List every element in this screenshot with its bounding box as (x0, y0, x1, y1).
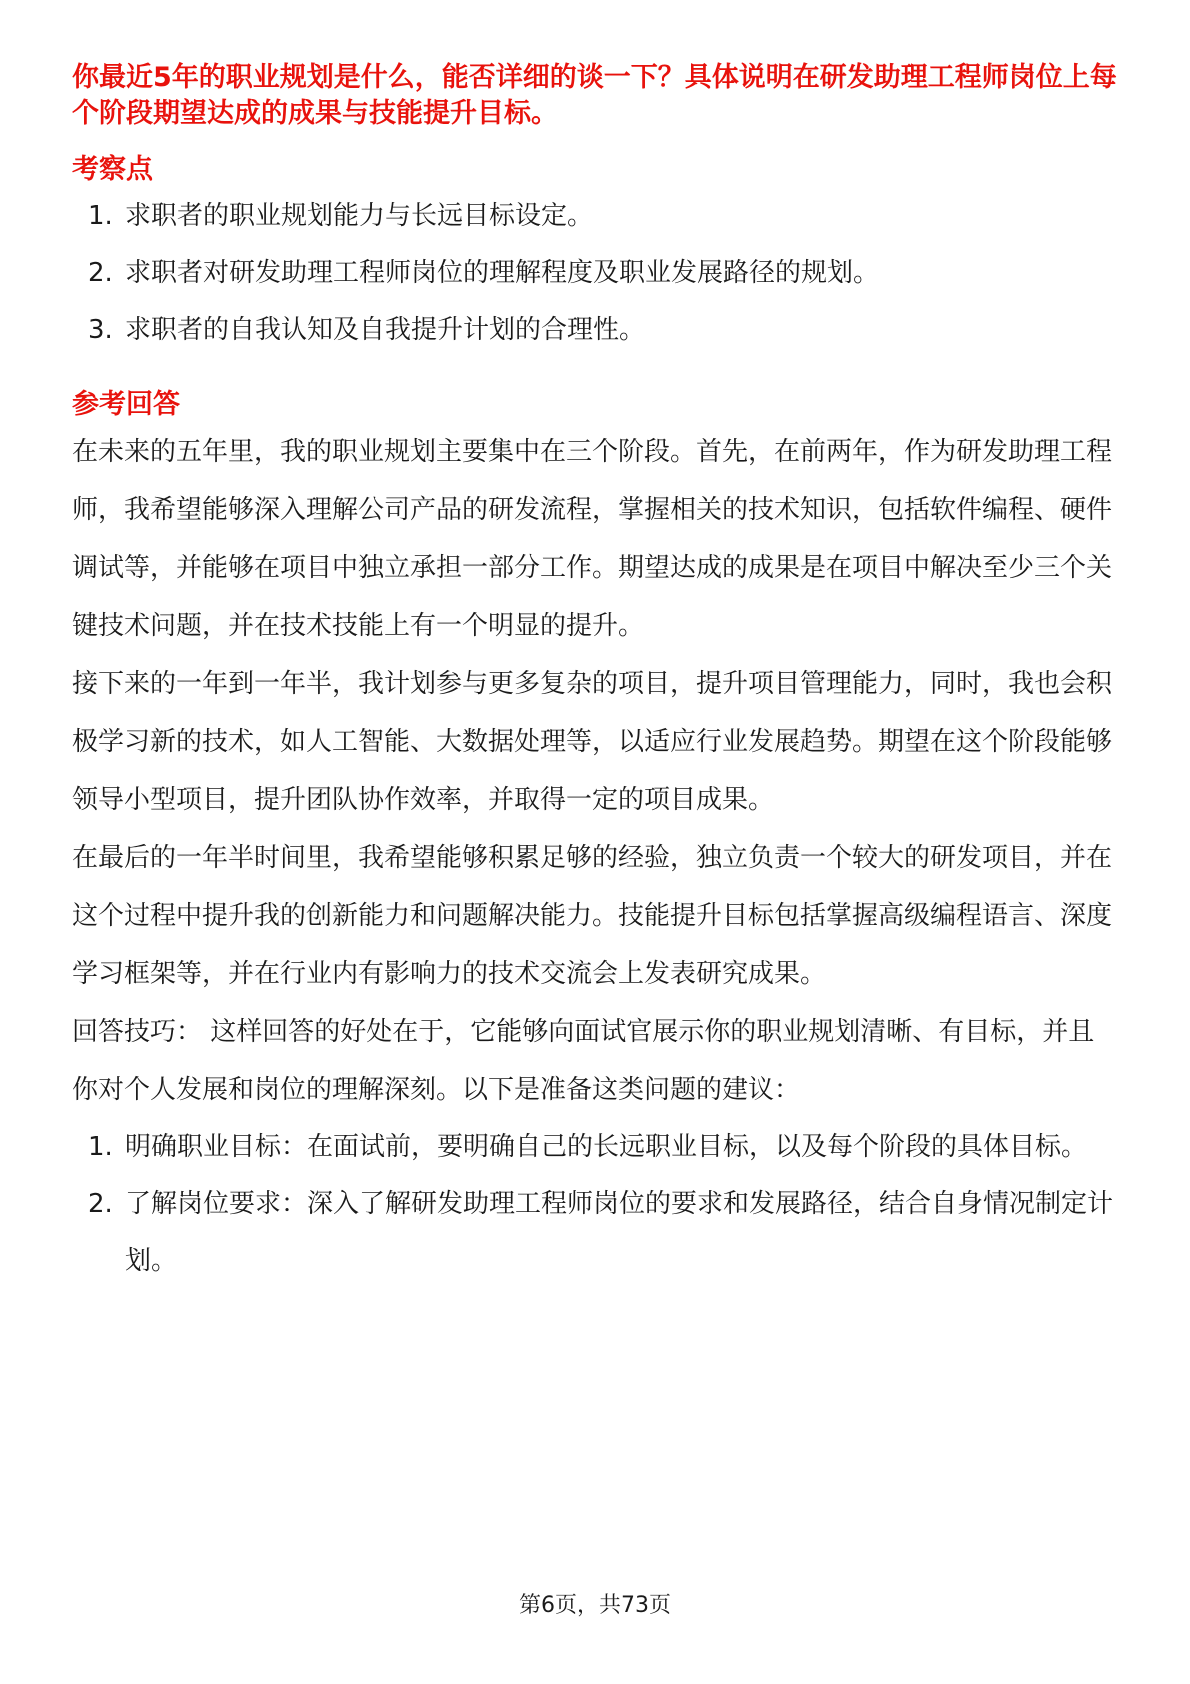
list-text: 了解岗位要求：深入了解研发助理工程师岗位的要求和发展路径，结合自身情况制定计划。 (125, 1189, 1114, 1276)
document-page (72, 60, 1118, 1290)
answer-section-title: 参考回答 (72, 389, 180, 420)
list-item (72, 245, 1118, 302)
list-item (72, 302, 1118, 359)
answer-tips-intro: 回答技巧： 这样回答的好处在于，它能够向面试官展示你的职业规划清晰、有目标，并且你对个人发展和岗位的理解深刻。以下是准备这类问题的建议： (72, 1017, 1095, 1105)
answer-paragraph-3: 在最后的一年半时间里，我希望能够积累足够的经验，独立负责一个较大的研发项目，并在这个过程中提升我的创新能力和问题解决能力。技能提升目标包括掌握高级编程语言、深度学习框架等，并在行业内有影响力的技术交流会上发表研究成果。 (72, 843, 1113, 989)
list-number: 2. (88, 258, 113, 288)
list-number: 3. (88, 315, 113, 345)
list-text: 求职者对研发助理工程师岗位的理解程度及职业发展路径的规划。 (125, 258, 880, 288)
list-text: 求职者的职业规划能力与长远目标设定。 (125, 201, 594, 231)
list-item (72, 188, 1118, 245)
answer-paragraph-1: 在未来的五年里，我的职业规划主要集中在三个阶段。首先，在前两年，作为研发助理工程师，我希望能够深入理解公司产品的研发流程，掌握相关的技术知识，包括软件编程、硬件调试等，并能够在项目中独立承担一部分工作。期望达成的成果是在项目中解决至少三个关键技术问题，并在技术技能上有一个明显的提升。 (72, 437, 1113, 641)
list-text: 求职者的自我认知及自我提升计划的合理性。 (125, 315, 646, 345)
list-item (72, 1176, 1118, 1290)
focus-list (72, 188, 1118, 359)
list-item (72, 1119, 1118, 1176)
list-text: 明确职业目标：在面试前，要明确自己的长远职业目标，以及每个阶段的具体目标。 (125, 1132, 1088, 1162)
list-number: 2. (88, 1189, 113, 1219)
page-footer: 第6页，共73页 (519, 1593, 671, 1618)
list-number: 1. (88, 1132, 113, 1162)
question-heading: 你最近5年的职业规划是什么，能否详细的谈一下？具体说明在研发助理工程师岗位上每个阶段期望达成的成果与技能提升目标。 (72, 62, 1117, 129)
tips-list (72, 1119, 1118, 1290)
answer-paragraph-2: 接下来的一年到一年半，我计划参与更多复杂的项目，提升项目管理能力，同时，我也会积极学习新的技术，如人工智能、大数据处理等，以适应行业发展趋势。期望在这个阶段能够领导小型项目，提升团队协作效率，并取得一定的项目成果。 (72, 669, 1113, 815)
focus-section-title: 考察点 (72, 154, 153, 185)
list-number: 1. (88, 201, 113, 231)
